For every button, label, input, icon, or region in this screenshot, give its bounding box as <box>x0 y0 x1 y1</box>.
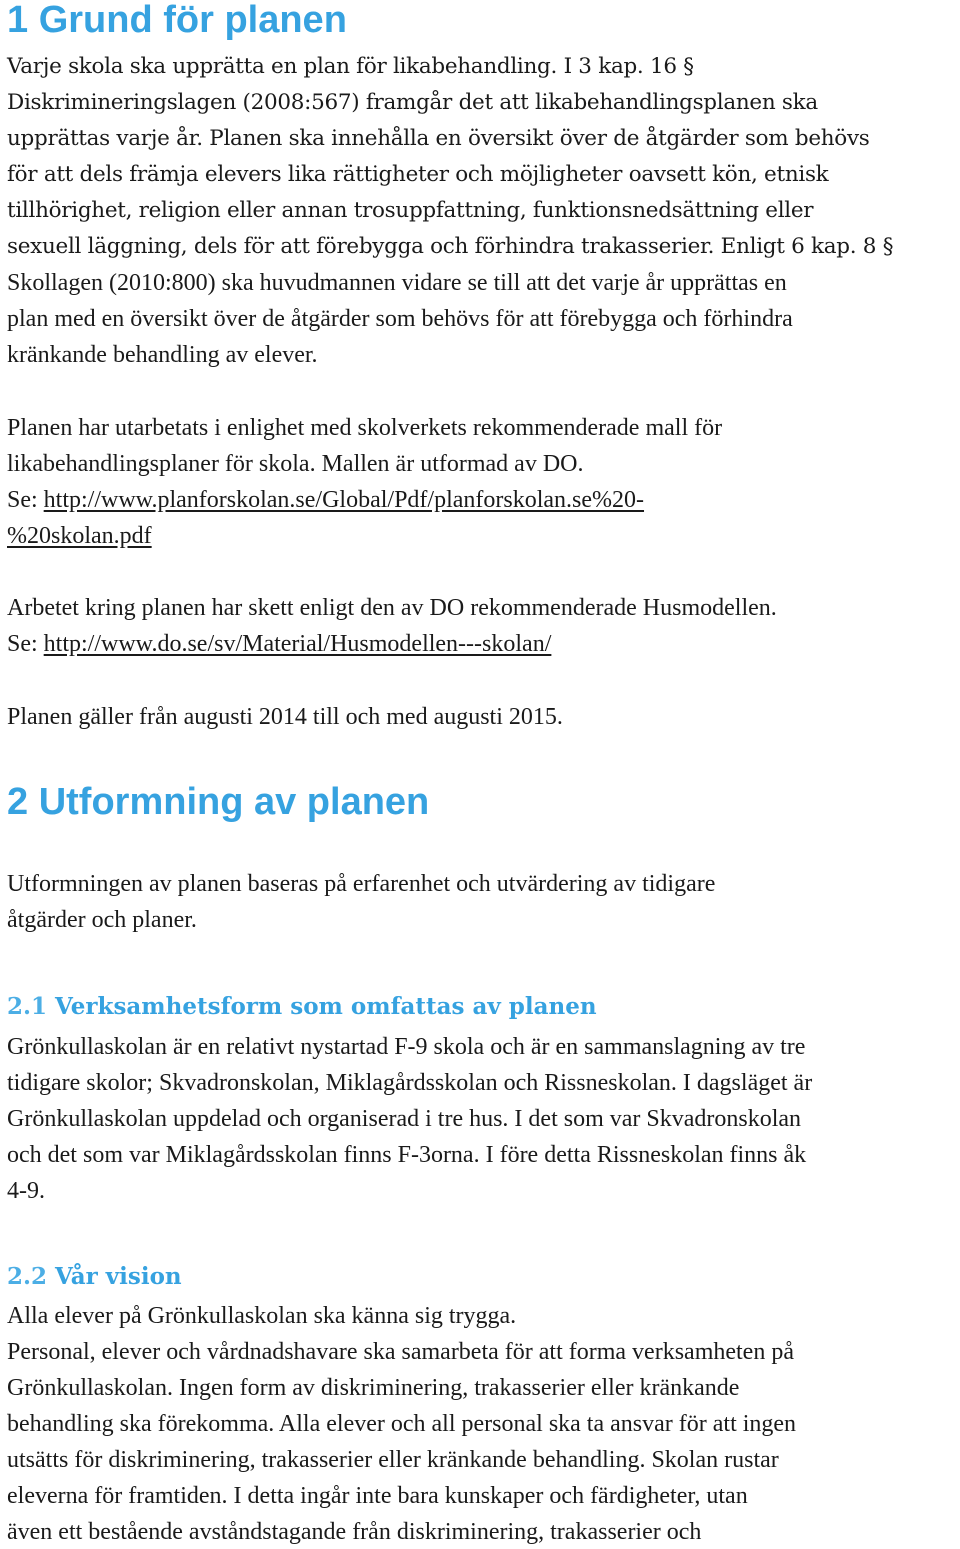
planforskolan-link[interactable]: http://www.planforskolan.se/Global/Pdf/planforskolan.se%20- <box>43 487 645 513</box>
section-2-1-line-3: Grönkullaskolan uppdelad och organiserad i tre hus. I det som var Skvadronskolan <box>7 1106 802 1132</box>
intro-line-6: sexuell läggning, dels för att förebygga och förhindra trakasserier. Enligt 6 kap. 8 § <box>7 234 894 259</box>
section-2-2-number: 2.2 <box>7 1263 48 1290</box>
section-2-1-line-5: 4-9. <box>7 1178 45 1204</box>
section-2-2-title: Vår vision <box>55 1263 182 1290</box>
mall-link-line-2 <box>7 518 152 554</box>
intro-line-9: kränkande behandling av elever. <box>7 342 318 368</box>
section-2-2-line-4: behandling ska förekomma. Alla elever och all personal ska ta ansvar för att ingen <box>7 1411 797 1437</box>
section-2-2-line-3: Grönkullaskolan. Ingen form av diskriminering, trakasserier eller kränkande <box>7 1375 740 1401</box>
section-2-2-line-6: eleverna för framtiden. I detta ingår inte bara kunskaper och färdigheter, utan <box>7 1483 748 1509</box>
intro-line-7: Skollagen (2010:800) ska huvudmannen vidare se till att det varje år upprättas en <box>7 270 787 296</box>
heading-grund: 1 Grund för planen <box>7 0 347 41</box>
intro-line-5: tillhörighet, religion eller annan trosuppfattning, funktionsnedsättning eller <box>7 198 814 223</box>
intro-line-3: upprättas varje år. Planen ska innehålla en översikt över de åtgärder som behövs <box>7 126 870 151</box>
section-2-2-line-5: utsätts för diskriminering, trakasserier eller kränkande behandling. Skolan rustar <box>7 1447 779 1473</box>
heading-utformning: 2 Utformning av planen <box>7 781 430 823</box>
intro-line-8: plan med en översikt över de åtgärder som behövs för att förebygga och förhindra <box>7 306 793 332</box>
section-2-1-line-2: tidigare skolor; Skvadronskolan, Miklagårdsskolan och Rissneskolan. I dagsläget är <box>7 1070 813 1096</box>
husmodellen-link[interactable]: http://www.do.se/sv/Material/Husmodellen---skolan/ <box>43 631 552 657</box>
section-2-1-line-4: och det som var Miklagårdsskolan finns F-3orna. I före detta Rissneskolan finns åk <box>7 1142 807 1168</box>
intro-line-1: Varje skola ska upprätta en plan för likabehandling. I 3 kap. 16 § <box>7 54 694 79</box>
validity-text: Planen gäller från augusti 2014 till och med augusti 2015. <box>7 704 563 730</box>
section-2-1-line-1: Grönkullaskolan är en relativt nystartad F-9 skola och är en sammanslagning av tre <box>7 1034 806 1060</box>
section-2-2-line-2: Personal, elever och vårdnadshavare ska samarbeta för att forma verksamheten på <box>7 1339 794 1365</box>
utformning-line-2: åtgärder och planer. <box>7 907 197 933</box>
section-2-1-number: 2.1 <box>7 993 48 1020</box>
section-2-1-heading <box>7 991 597 1023</box>
section-2-2-line-1: Alla elever på Grönkullaskolan ska känna sig trygga. <box>7 1303 517 1329</box>
intro-line-2: Diskrimineringslagen (2008:567) framgår det att likabehandlingsplanen ska <box>7 90 818 115</box>
mall-line-1: Planen har utarbetats i enlighet med skolverkets rekommenderade mall för <box>7 415 723 441</box>
se-label: Se: <box>7 631 44 657</box>
husmodellen-link-line <box>7 626 551 662</box>
mall-line-2: likabehandlingsplaner för skola. Mallen är utformad av DO. <box>7 451 584 477</box>
intro-line-4: för att dels främja elevers lika rättigheter och möjligheter oavsett kön, etnisk <box>7 162 829 187</box>
husmodellen-line-1: Arbetet kring planen har skett enligt den av DO rekommenderade Husmodellen. <box>7 595 777 621</box>
planforskolan-link-cont[interactable]: %20skolan.pdf <box>7 523 152 549</box>
se-label: Se: <box>7 487 44 513</box>
section-2-1-title: Verksamhetsform som omfattas av planen <box>55 993 597 1020</box>
mall-link-line <box>7 482 644 518</box>
section-2-2-line-7: även ett bestående avståndstagande från diskriminering, trakasserier och <box>7 1519 702 1545</box>
section-2-2-heading <box>7 1261 182 1293</box>
utformning-line-1: Utformningen av planen baseras på erfarenhet och utvärdering av tidigare <box>7 871 716 897</box>
